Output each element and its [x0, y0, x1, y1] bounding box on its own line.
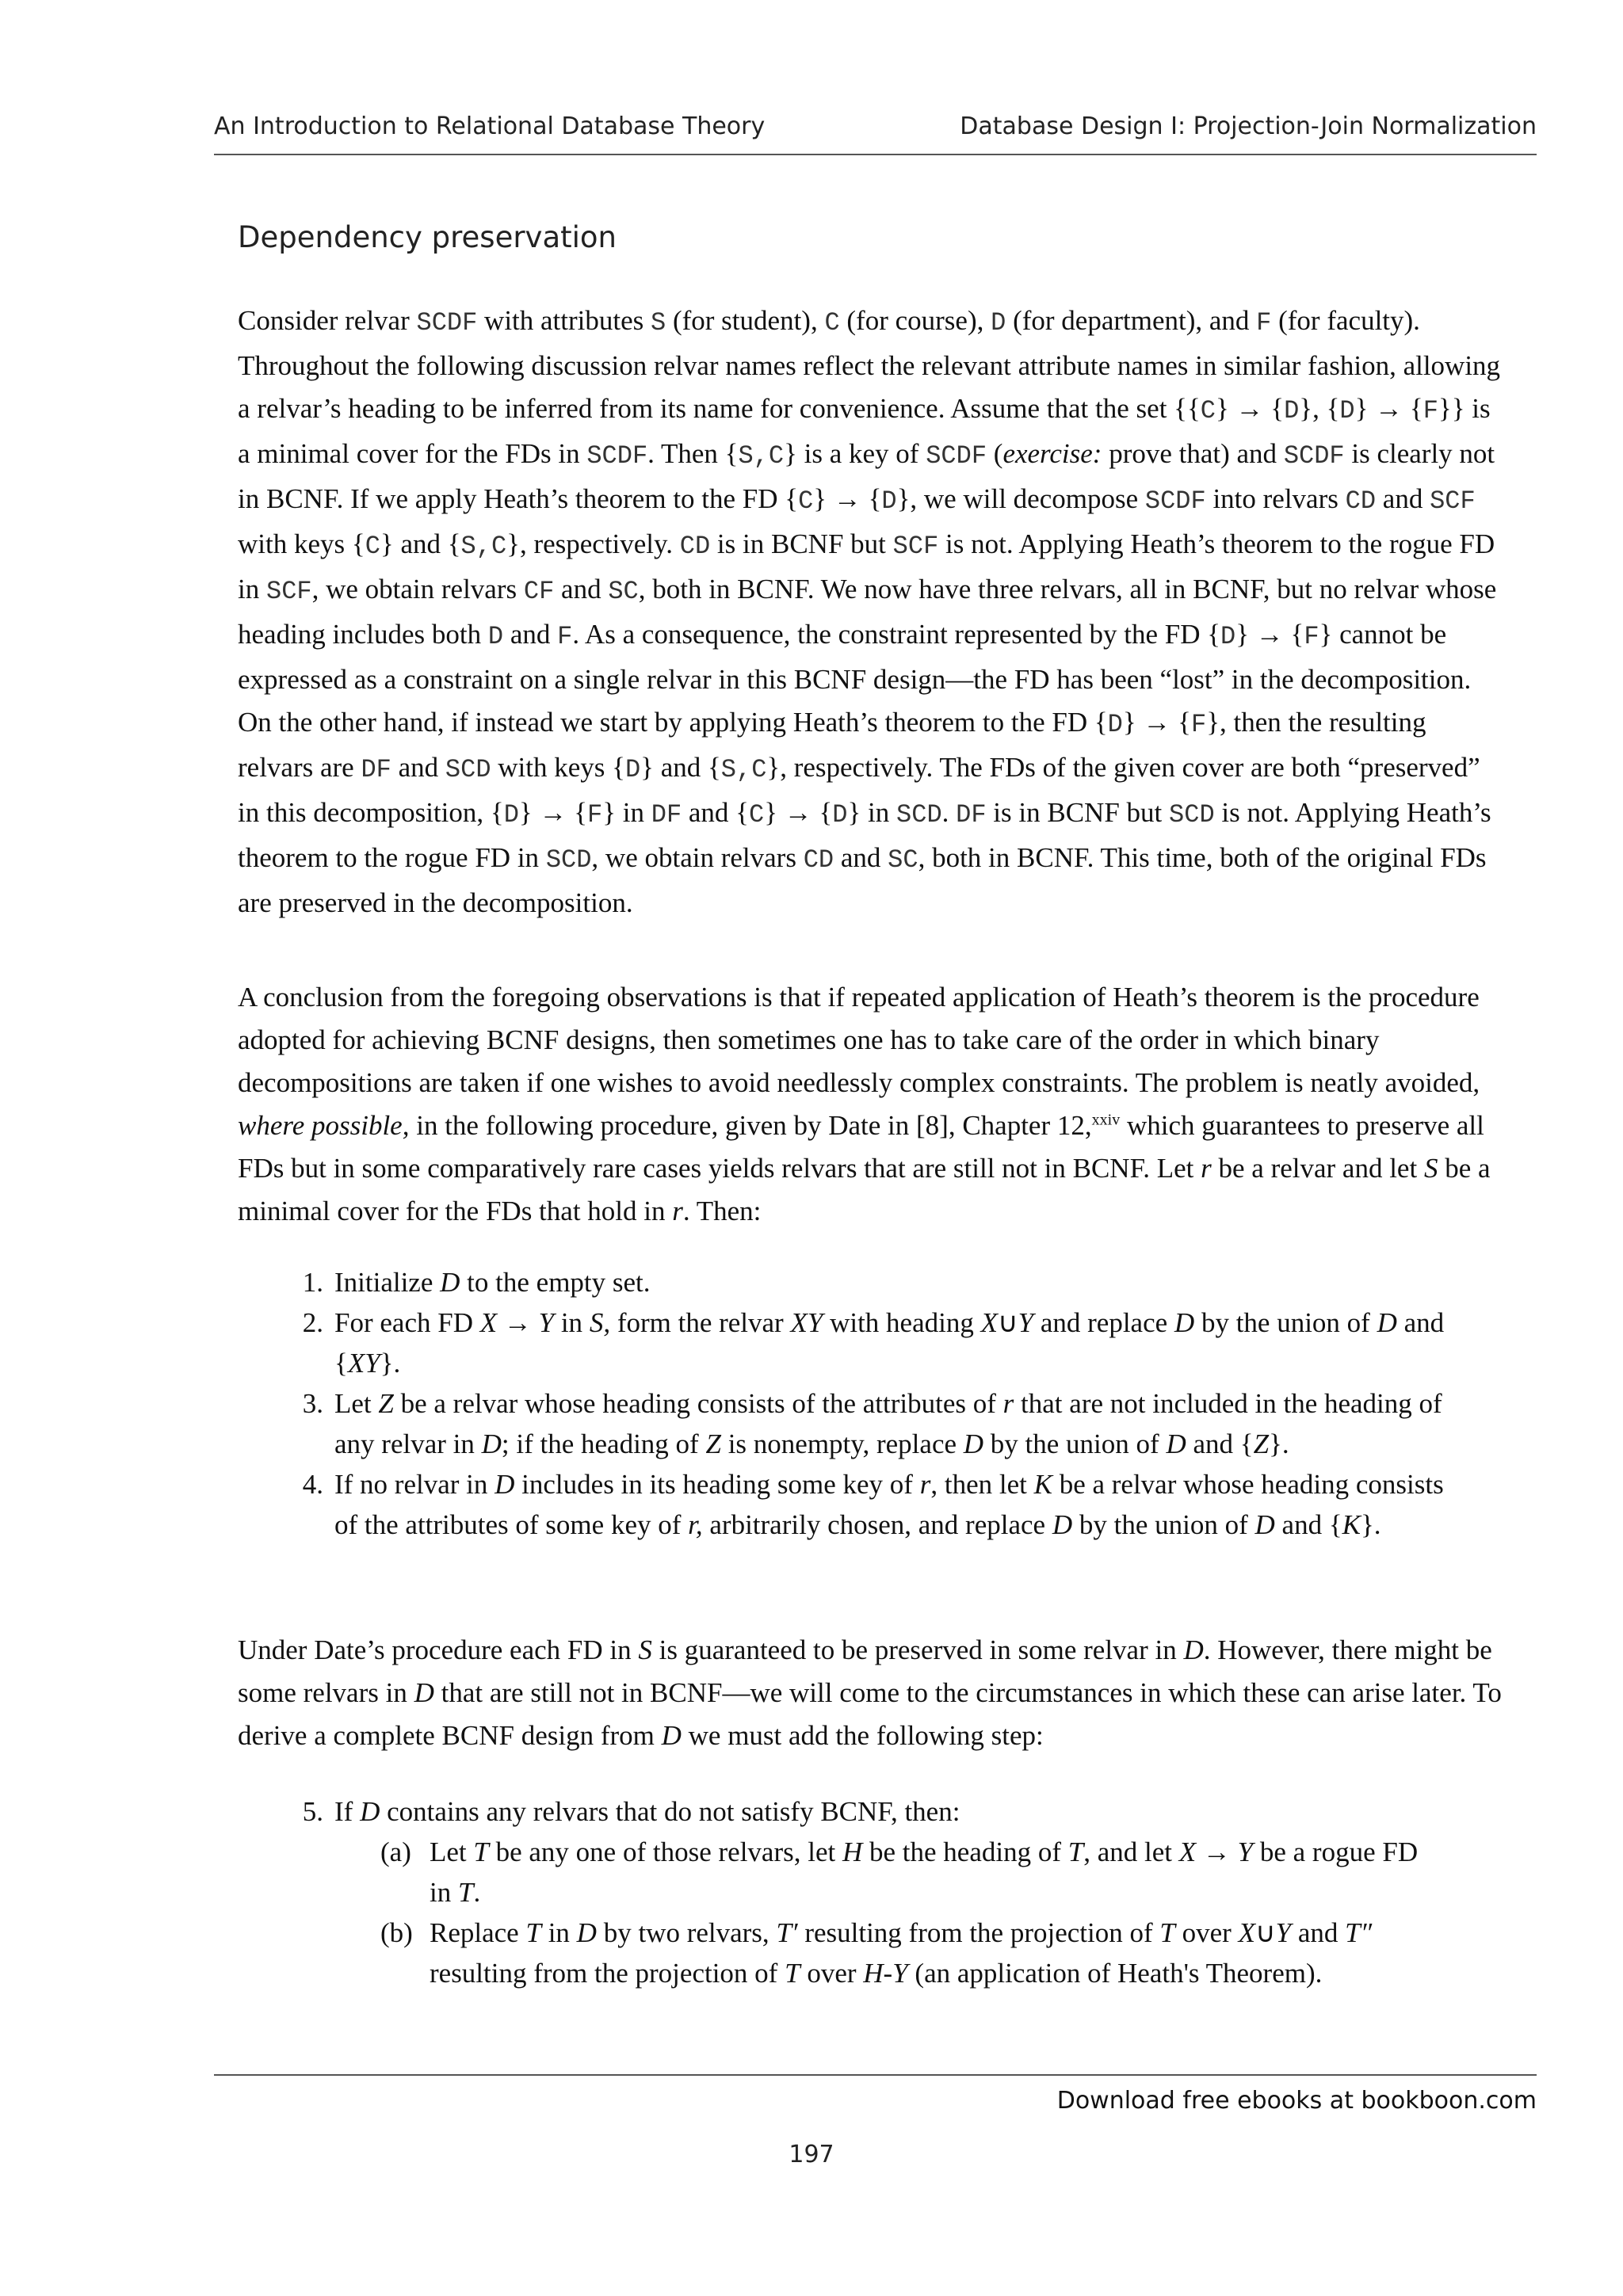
italic-term: H — [842, 1836, 863, 1867]
running-header-book-title: An Introduction to Relational Database Theory — [214, 113, 766, 140]
text-run: , both in BCNF. This time, both of the original FDs are preserved in the decomposition. — [238, 842, 1487, 918]
relvar-name: F — [1256, 308, 1272, 338]
text-run: Consider relvar — [238, 305, 417, 336]
text-run: resulting from the projection of — [430, 1958, 785, 1989]
relvar-name: CD — [679, 532, 711, 561]
text-run: } cannot be expressed as a constraint on a single relvar in this BCNF design—the FD has been “lost” in the decomposition. On the other hand, if instead we start by applying Heath’s theorem to the FD { — [238, 619, 1472, 738]
text-run: over — [1174, 1917, 1239, 1948]
text-run: with attributes — [477, 305, 651, 336]
list-item: 1. Initialize D to the empty set. — [302, 1267, 651, 1298]
text-run: }, we will decompose — [896, 483, 1145, 514]
relvar-name: DF — [956, 800, 987, 830]
relvar-name: D — [991, 308, 1006, 338]
text-run: in — [554, 1307, 590, 1338]
italic-term: XY — [347, 1348, 380, 1379]
text-run: contains any relvars that do not satisfy BCNF, then: — [380, 1796, 960, 1827]
text-run: . — [941, 797, 957, 828]
text-run: Let — [430, 1836, 474, 1867]
relvar-name: SCD — [896, 800, 942, 830]
relvar-name: S — [651, 308, 666, 338]
text-run: is guaranteed to be preserved in some relvar in — [651, 1634, 1184, 1665]
running-header-chapter-title: Database Design I: Projection-Join Normalization — [960, 113, 1537, 140]
italic-term: D — [1166, 1428, 1186, 1459]
relvar-name: F — [557, 622, 573, 651]
text-run: } → { — [764, 797, 833, 828]
text-run: and replace — [1033, 1307, 1174, 1338]
text-run: by the union of — [1194, 1307, 1377, 1338]
text-run: with heading — [823, 1307, 981, 1338]
text-run: by two relvars, — [596, 1917, 777, 1948]
endnote-ref: xxiv — [1091, 1111, 1121, 1129]
relvar-name: D — [1220, 622, 1236, 651]
italic-term: Y — [1018, 1307, 1034, 1338]
text-run: be a relvar whose heading consists of the attributes of — [393, 1388, 1003, 1419]
italic-term: Z — [705, 1428, 721, 1459]
list-item: 4. If no relvar in D includes in its heading some key of r, then let K be a relvar whose heading consists of the attributes of some key of r, arbitrarily chosen, and replace D by the union of D and {K}. — [302, 1469, 1444, 1540]
text-run: over — [800, 1958, 864, 1989]
text-run: prove that) and — [1102, 438, 1284, 469]
text-run: , and let — [1083, 1836, 1179, 1867]
text-run: If — [334, 1796, 361, 1827]
list-item: 5. If D contains any relvars that do not satisfy BCNF, then: — [302, 1796, 960, 1827]
relvar-name: S,C — [460, 532, 507, 561]
text-run: } → { — [1354, 393, 1423, 424]
list-item: 3. Let Z be a relvar whose heading consists of the attributes of r that are not included in the heading of any relvar in D; if the heading of Z is nonempty, replace D by the union of D and {Z}. — [302, 1388, 1442, 1459]
relvar-name: F — [1304, 622, 1319, 651]
text-run: , both in BCNF. We now have three relvars, all in BCNF, but no relvar whose heading includes both — [238, 574, 1497, 650]
page-number: 197 — [789, 2141, 834, 2168]
text-run: . As a consequence, the constraint represented by the FD { — [572, 619, 1221, 650]
text-run: Under Date’s procedure each FD in — [238, 1634, 639, 1665]
relvar-name: S,C — [720, 755, 767, 784]
text-run: and — [1376, 483, 1430, 514]
text-run: If no relvar in — [334, 1469, 495, 1500]
bcnf-step-list — [238, 1791, 1506, 1993]
relvar-name: DF — [361, 755, 391, 784]
text-run: (for course), — [839, 305, 991, 336]
relvar-name: SCDF — [586, 441, 648, 471]
text-run: and — [834, 842, 888, 873]
italic-term: T — [473, 1836, 489, 1867]
text-run: Let — [334, 1388, 379, 1419]
text-run: ∪ — [1254, 1917, 1276, 1948]
relvar-name: SC — [888, 845, 918, 875]
procedure-list — [238, 1262, 1506, 1545]
text-run: }. — [380, 1348, 401, 1379]
italic-term: X — [1238, 1917, 1255, 1948]
text-run: } → { — [813, 483, 882, 514]
relvar-name: C — [798, 486, 814, 516]
text-run: be a minimal cover for the FDs that hold in — [238, 1153, 1491, 1226]
text-run: }, respectively. The FDs of the given cover are both “preserved” in this decomposition, { — [238, 752, 1480, 828]
italic-term: X — [980, 1307, 998, 1338]
italic-term: S, — [589, 1307, 611, 1338]
relvar-name: C — [1200, 396, 1216, 425]
text-run: and { — [1274, 1509, 1342, 1540]
text-run: }, respectively. — [506, 528, 680, 559]
italic-term: H-Y — [863, 1958, 908, 1989]
relvar-name: SCDF — [1283, 441, 1345, 471]
relvar-name: SCD — [545, 845, 592, 875]
paragraph-dependency-example — [238, 299, 1506, 925]
text-run: (for department), and — [1006, 305, 1257, 336]
download-link[interactable]: Download free ebooks at bookboon.com — [1056, 2087, 1537, 2115]
text-run: and { — [682, 797, 749, 828]
text-run: by the union of — [983, 1428, 1167, 1459]
relvar-name: SCF — [1430, 486, 1476, 516]
text-run: arbitrarily chosen, and replace — [702, 1509, 1052, 1540]
text-run: } and { — [380, 528, 461, 559]
text-run: → — [1196, 1836, 1238, 1867]
text-run: (for faculty). Throughout the following discussion relvar names reflect the relevant attribute names in similar fashion, allowing a relvar’s heading to be inferred from its name for convenience. Assume that the set {{ — [238, 305, 1501, 424]
text-run: (for student), — [666, 305, 825, 336]
relvar-name: SC — [608, 577, 639, 606]
text-run: (an application of Heath's Theorem). — [907, 1958, 1323, 1989]
italic-term: D — [495, 1469, 515, 1500]
relvar-name: D — [624, 755, 641, 784]
text-run: is in BCNF but — [710, 528, 893, 559]
text-run: is not. Applying Heath’s theorem to the rogue FD in — [238, 528, 1495, 605]
text-run: to the empty set. — [460, 1267, 651, 1298]
text-run: } → { — [1215, 393, 1285, 424]
text-run: and — [1291, 1917, 1346, 1948]
text-run: A conclusion from the foregoing observations is that if repeated application of Heath’s theorem is the procedure adopted for achieving BCNF designs, then sometimes one has to take care of the order in which binary decompositions are taken if one wishes to avoid needlessly complex constraints. The problem is neatly avoided, — [238, 982, 1480, 1098]
text-run: that are not included in the heading of any relvar in — [334, 1388, 1442, 1459]
italic-term: Z — [378, 1388, 394, 1419]
text-run: be a rogue FD in — [430, 1836, 1419, 1908]
italic-term: S — [638, 1634, 652, 1665]
relvar-name: D — [1339, 396, 1355, 425]
text-run: includes in its heading some key of — [514, 1469, 920, 1500]
text-run: }, then the resulting relvars are — [238, 707, 1426, 783]
italic-term: D — [481, 1428, 502, 1459]
text-run: we must add the following step: — [681, 1720, 1044, 1751]
text-run: } in — [847, 797, 897, 828]
italic-term: D — [576, 1917, 597, 1948]
text-run: is in BCNF but — [986, 797, 1170, 828]
relvar-name: DF — [651, 800, 682, 830]
italic-term: D — [1174, 1307, 1195, 1338]
text-run: . — [473, 1877, 481, 1908]
text-run: with keys { — [491, 752, 625, 783]
section-title: Dependency preservation — [238, 220, 617, 254]
relvar-name: D — [503, 800, 519, 830]
italic-term: r — [1002, 1388, 1014, 1419]
relvar-name: CF — [523, 577, 555, 606]
relvar-name: D — [881, 486, 897, 516]
text-run: For each FD — [334, 1307, 480, 1338]
relvar-name: CD — [1345, 486, 1377, 516]
relvar-name: F — [1423, 396, 1438, 425]
text-run: . Then: — [682, 1196, 762, 1226]
italic-term: T — [785, 1958, 800, 1989]
relvar-name: C — [824, 308, 840, 338]
text-run: ∪ — [998, 1307, 1018, 1338]
italic-term: X — [1178, 1836, 1197, 1867]
italic-term: K — [1342, 1509, 1361, 1540]
sub-list-item: (b) Replace T in D by two relvars, T′ resulting from the projection of T over X∪Y and T″ resulting from the projection of T over H-Y (an application of Heath's Theorem). — [380, 1917, 1373, 1989]
relvar-name: F — [1190, 710, 1207, 739]
italic-term: X — [479, 1307, 498, 1338]
text-run: which guarantees to preserve all FDs but in some comparatively rare cases yields relvars that are still not in BCNF. Let — [238, 1110, 1484, 1184]
italic-term: D — [1377, 1307, 1397, 1338]
relvar-name: SCD — [1169, 800, 1215, 830]
italic-term: r — [672, 1196, 683, 1226]
text-run: and — [503, 619, 558, 650]
text-run: → — [497, 1307, 539, 1338]
text-run: and — [554, 574, 609, 605]
text-run: in the following procedure, given by Date in [8], Chapter 12, — [409, 1110, 1092, 1141]
text-run: } → { — [1235, 619, 1304, 650]
relvar-name: F — [587, 800, 603, 830]
italic-term: T — [525, 1917, 541, 1948]
relvar-name: C — [365, 532, 380, 561]
italic-term: XY — [790, 1307, 823, 1338]
relvar-name: SCF — [892, 532, 939, 561]
italic-term: S — [1423, 1153, 1438, 1184]
italic-term: D — [1052, 1509, 1073, 1540]
italic-term: Y — [1237, 1836, 1254, 1867]
italic-term: where possible, — [238, 1110, 410, 1141]
italic-term: r, — [688, 1509, 703, 1540]
relvar-name: S,C — [738, 441, 785, 471]
italic-term: D — [1254, 1509, 1275, 1540]
text-run: . Then { — [647, 438, 739, 469]
paragraph-date-procedure — [238, 1629, 1506, 1757]
text-run: }, { — [1299, 393, 1340, 424]
text-run: be any one of those relvars, let — [488, 1836, 842, 1867]
text-run: and { — [334, 1307, 1445, 1379]
relvar-name: CD — [803, 845, 834, 875]
text-run: is not. Applying Heath’s theorem to the rogue FD in — [238, 797, 1491, 873]
sub-list-item: (a) Let T be any one of those relvars, let H be the heading of T, and let X → Y be a rogue FD in T. — [380, 1836, 1419, 1908]
text-run: , we obtain relvars — [591, 842, 804, 873]
text-run: } in — [602, 797, 651, 828]
text-run: and — [391, 752, 445, 783]
text-run: ( — [987, 438, 1003, 469]
italic-term: r — [1201, 1153, 1212, 1184]
italic-term: D — [360, 1796, 380, 1827]
text-run: that are still not in BCNF—we will come to the circumstances in which these can arise later. To derive a complete BCNF design from — [238, 1677, 1502, 1751]
italic-term: T — [457, 1877, 474, 1908]
relvar-name: SCDF — [926, 441, 987, 471]
text-run: ; if the heading of — [501, 1428, 706, 1459]
relvar-name: C — [748, 800, 765, 830]
relvar-name: D — [832, 800, 848, 830]
text-run: Initialize — [334, 1267, 441, 1298]
relvar-name: SCDF — [416, 308, 478, 338]
relvar-name: D — [1107, 710, 1123, 739]
header-divider — [214, 154, 1537, 155]
italic-term: D — [963, 1428, 984, 1459]
text-run: in — [540, 1917, 577, 1948]
text-run: is nonempty, replace — [720, 1428, 964, 1459]
footer-divider — [214, 2074, 1537, 2076]
italic-term: D — [661, 1720, 682, 1751]
relvar-name: D — [487, 622, 504, 651]
text-run: Replace — [430, 1917, 526, 1948]
text-run: form the relvar — [610, 1307, 791, 1338]
italic-term: r — [919, 1469, 931, 1500]
text-run: be the heading of — [862, 1836, 1068, 1867]
italic-term: D — [440, 1267, 460, 1298]
text-run: resulting from the projection of — [797, 1917, 1160, 1948]
text-run: }. — [1269, 1428, 1289, 1459]
relvar-name: D — [1284, 396, 1300, 425]
italic-term: T — [1159, 1917, 1175, 1948]
italic-term: exercise: — [1002, 438, 1102, 469]
italic-term: Z — [1253, 1428, 1270, 1459]
italic-term: T — [1067, 1836, 1084, 1867]
italic-term: T′ — [776, 1917, 798, 1948]
italic-term: T″ — [1345, 1917, 1373, 1948]
text-run: be a relvar and let — [1211, 1153, 1424, 1184]
text-run: , we obtain relvars — [311, 574, 524, 605]
text-run: by the union of — [1072, 1509, 1255, 1540]
text-run: } → { — [1122, 707, 1191, 738]
text-run: }. — [1360, 1509, 1381, 1540]
text-run: } → { — [518, 797, 587, 828]
text-run: into relvars — [1205, 483, 1346, 514]
relvar-name: SCD — [445, 755, 491, 784]
list-item: 2. For each FD X → Y in S, form the relvar XY with heading X∪Y and replace D by the union of D and {XY}. — [302, 1307, 1445, 1379]
italic-term: D — [414, 1677, 434, 1708]
text-run: } is a key of — [784, 438, 926, 469]
relvar-name: SCDF — [1144, 486, 1206, 516]
text-run: be a relvar whose heading consists of the attributes of some key of — [334, 1469, 1444, 1540]
italic-term: K — [1033, 1469, 1052, 1500]
italic-term: Y — [538, 1307, 555, 1338]
italic-term: D — [1183, 1634, 1204, 1665]
italic-term: Y — [1275, 1917, 1292, 1948]
text-run: with keys { — [238, 528, 365, 559]
text-run: } and { — [640, 752, 721, 783]
paragraph-conclusion — [238, 976, 1506, 1233]
relvar-name: SCF — [265, 577, 312, 606]
text-run: and { — [1186, 1428, 1254, 1459]
text-run: }} is a minimal cover for the FDs in — [238, 393, 1491, 469]
text-run: is clearly not in BCNF. If we apply Heath’s theorem to the FD { — [238, 438, 1495, 514]
text-run: . However, there might be some relvars in — [238, 1634, 1492, 1708]
text-run: , then let — [930, 1469, 1034, 1500]
